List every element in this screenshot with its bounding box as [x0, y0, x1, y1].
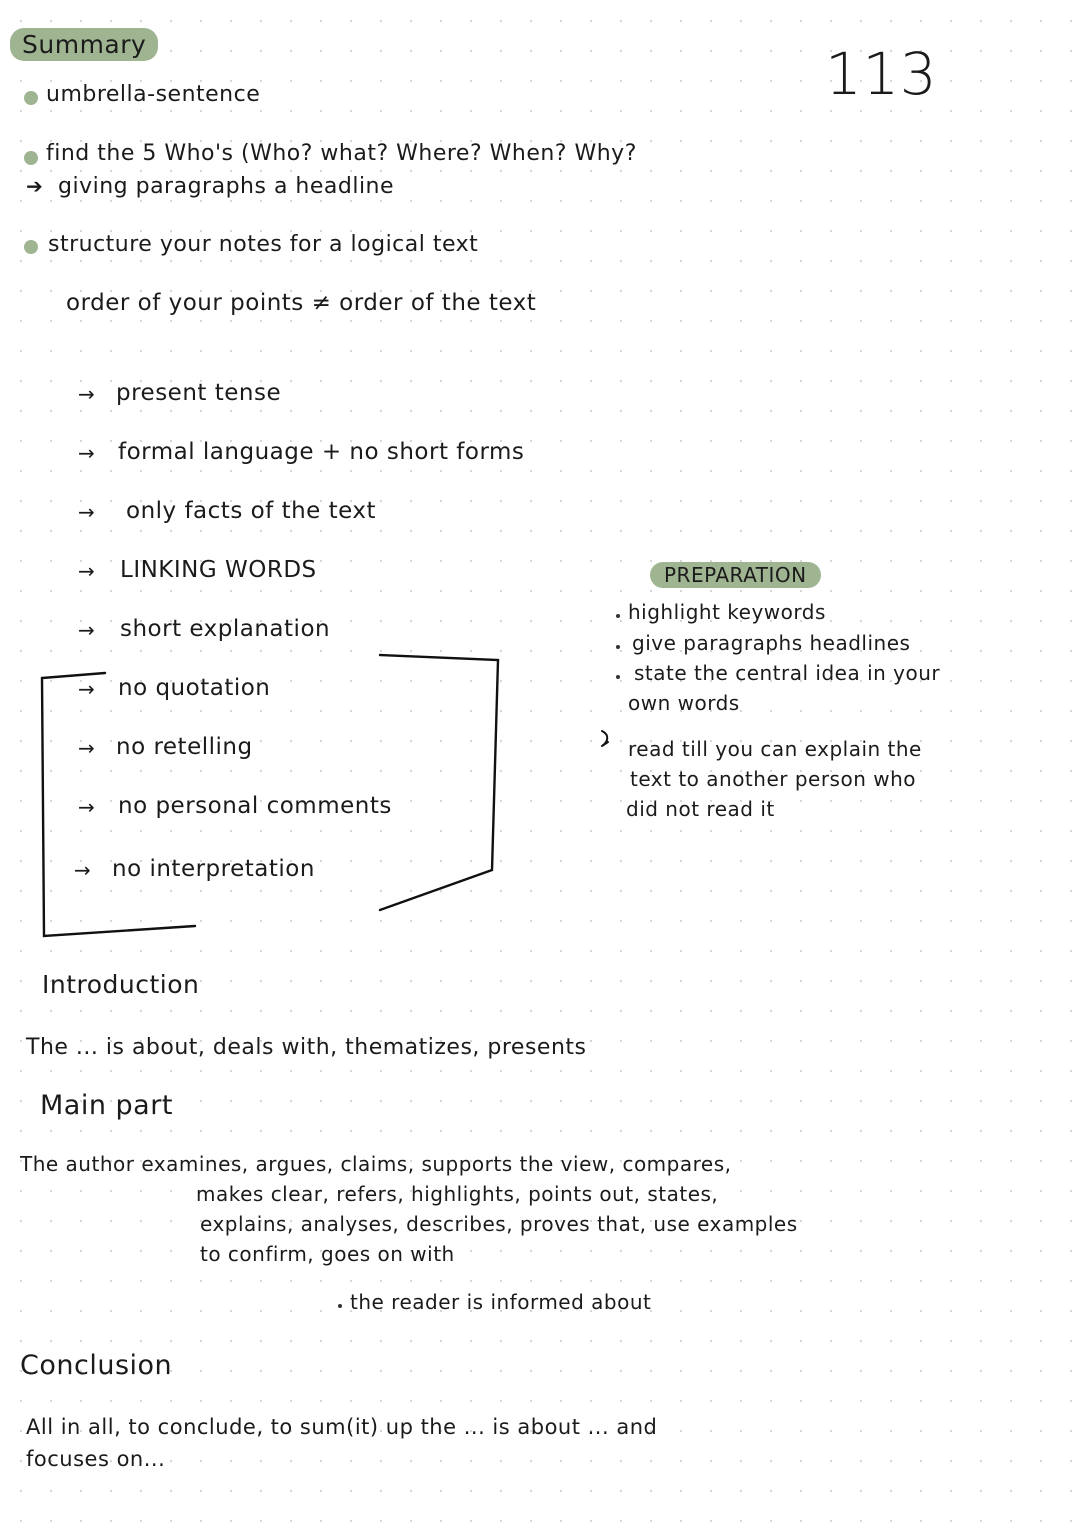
introduction-heading: Introduction — [42, 970, 200, 999]
bullet-find-who: find the 5 Who's (Who? what? Where? When? Why? — [46, 141, 637, 166]
main-part-line-3: explains, analyses, describes, proves that, use examples — [200, 1212, 798, 1236]
bullet-small-icon — [338, 1304, 342, 1308]
rule-only-facts: only facts of the text — [126, 498, 377, 524]
conclusion-heading: Conclusion — [20, 1350, 173, 1381]
prep-read-line-3: did not read it — [626, 797, 775, 821]
arrow-icon: → — [78, 736, 96, 760]
arrow-icon: → — [78, 500, 96, 524]
rule-no-personal-comments: no personal comments — [118, 793, 392, 819]
arrow-icon: → — [78, 559, 96, 583]
main-part-line-4: to confirm, goes on with — [200, 1242, 455, 1266]
page-number: 113 — [825, 40, 938, 108]
sub-giving-headline: giving paragraphs a headline — [58, 174, 395, 199]
arrow-icon: → — [78, 677, 96, 701]
prep-state-central-idea: state the central idea in your — [634, 661, 941, 685]
conclusion-line-1: All in all, to conclude, to sum(it) up the ... is about ... and — [26, 1415, 658, 1439]
arrow-icon: → — [78, 795, 96, 819]
prep-read-line-2: text to another person who — [630, 767, 917, 791]
bullet-small-icon — [616, 645, 620, 649]
arrow-icon: → — [78, 441, 96, 465]
reader-informed-note: the reader is informed about — [350, 1290, 652, 1314]
main-part-line-2: makes clear, refers, highlights, points out, states, — [196, 1182, 719, 1206]
prep-give-headlines: give paragraphs headlines — [632, 631, 911, 655]
rule-linking-words: LINKING WORDS — [120, 557, 317, 583]
bullet-small-icon — [616, 614, 620, 618]
rule-present-tense: present tense — [116, 380, 282, 406]
prep-highlight-keywords: highlight keywords — [628, 600, 826, 624]
summary-title: Summary — [10, 28, 158, 61]
arrow-icon: ➔ — [26, 174, 44, 198]
rule-formal-language: formal language + no short forms — [118, 439, 525, 465]
bullet-small-icon — [616, 675, 620, 679]
main-part-heading: Main part — [40, 1090, 173, 1121]
arrow-icon: → — [78, 382, 96, 406]
arrow-icon: → — [78, 618, 96, 642]
rule-no-quotation: no quotation — [118, 675, 271, 701]
introduction-text: The ... is about, deals with, thematizes, presents — [26, 1035, 587, 1060]
bullet-structure-notes: structure your notes for a logical text — [48, 232, 479, 257]
prep-own-words: own words — [628, 691, 740, 715]
rule-no-interpretation: no interpretation — [112, 856, 315, 882]
rule-no-retelling: no retelling — [116, 734, 253, 760]
prep-read-line-1: read till you can explain the — [628, 737, 922, 761]
rule-short-explanation: short explanation — [120, 616, 331, 642]
order-note: order of your points ≠ order of the text — [66, 290, 537, 316]
bullet-umbrella: umbrella-sentence — [46, 82, 261, 107]
preparation-title: PREPARATION — [650, 562, 821, 588]
conclusion-line-2: focuses on... — [26, 1447, 166, 1471]
arrow-icon: → — [74, 858, 92, 882]
main-part-line-1: The author examines, argues, claims, supports the view, compares, — [20, 1152, 732, 1176]
